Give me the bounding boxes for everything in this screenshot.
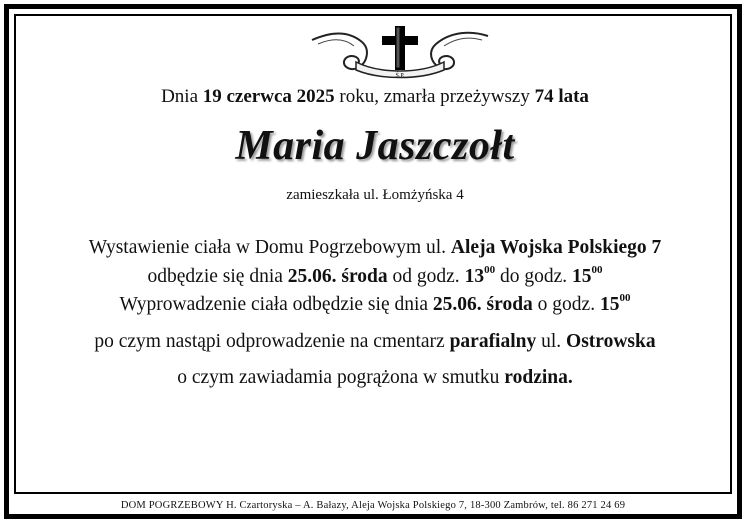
age: 74 lata <box>534 86 589 107</box>
ribbon-text: Ś.P. <box>395 73 405 79</box>
funeral-home-footer: DOM POGRZEBOWY H. Czartoryska – A. Bałazy, Aleja Wojska Polskiego 7, 18-300 Zambrów, tel. 86 271 24 69 <box>120 500 626 511</box>
procession-line: Wyprowadzenie ciała odbędzie się dnia 25.06. środa o godz. $15^{00}$ <box>119 292 631 315</box>
deceased-name: Maria Jaszczołt <box>235 123 515 169</box>
death-announcement-line: Dnia 19 czerwca 2025 roku, zmarła przeżywszy 74 lata <box>161 86 589 107</box>
cross-ribbon-icon <box>310 22 490 82</box>
viewing-line: Wystawienie ciała w Domu Pogrzebowym ul. Aleja Wojska Polskiego 7 <box>88 237 662 258</box>
death-date: 19 czerwca 2025 <box>202 86 335 107</box>
viewing-time-line: odbędzie się dnia 25.06. środa od godz. $13^{00}$ do godz. $15^{00}$ <box>147 264 603 287</box>
cemetery-line: po czym nastąpi odprowadzenie na cmentarz parafialny ul. Ostrowska <box>94 331 656 352</box>
family-line: o czym zawiadamia pogrążona w smutku rodzina. <box>177 367 573 388</box>
address: zamieszkała ul. Łomżyńska 4 <box>286 187 464 203</box>
